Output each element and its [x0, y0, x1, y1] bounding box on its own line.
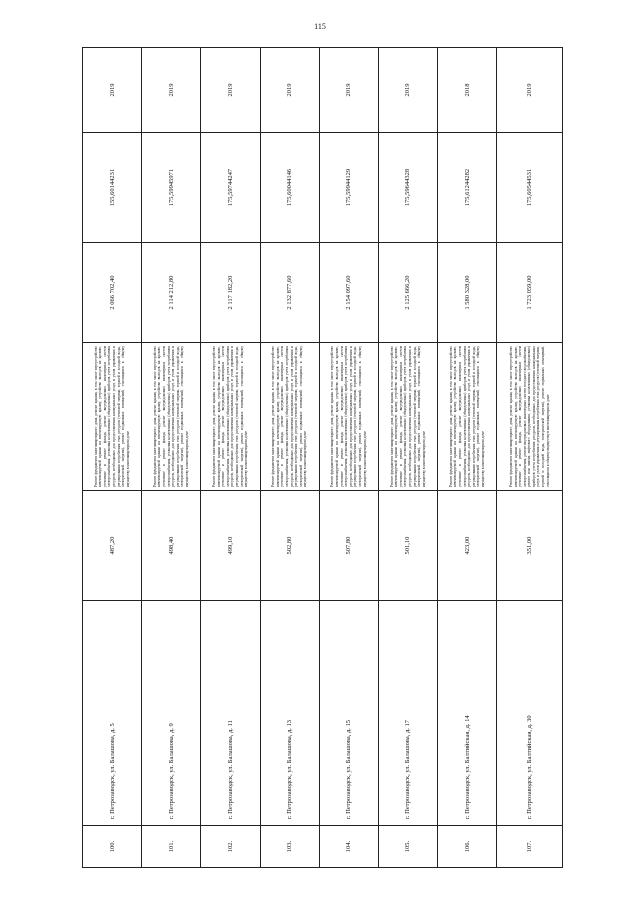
works-description-cell: Ремонт фундамента многоквартирного дома, ремонт крыши, в том числе переустройство невентилируемой крыши на вентилируемую крышу, устройство выходов на кровлю, утепление и ремонт фасада, ремонт внутридомовых инженерных систем электроснабжения, установка коллективных (общедомовых) приборов учета потребления ресурсов, необходимых для предоставления коммунальных услуг, и узлов управления и регулирования потребления этих ресурсов (тепловой энергии, горячей и холодной воды, электрической энергии), ремонт подвальных помещений, относящихся к общему имуществу в многоквартирном доме: [83, 343, 142, 491]
table-row: [438, 48, 497, 868]
year-cell: 2019: [83, 48, 142, 133]
table-row: [83, 48, 142, 868]
table-row: [201, 48, 260, 868]
year-cell: 2019: [142, 48, 201, 133]
address-cell: г. Петрозаводск, ул. Балашова, д. 13: [260, 601, 319, 826]
table-body: [83, 48, 563, 868]
table-row: [142, 48, 201, 868]
area-cell: 502,80: [260, 491, 319, 601]
works-description-cell: Ремонт фундамента многоквартирного дома, ремонт крыши, в том числе переустройство невентилируемой крыши на вентилируемую крышу, устройство выходов на кровлю, утепление и ремонт фасада, ремонт внутридомовых инженерных систем электроснабжения, ремонт внутридомовых инженерных систем холодного водоснабжения, ремонт или замена лифтового оборудования, установка коллективных (общедомовых) приборов учета потребления ресурсов, необходимых для предоставления коммунальных услуг, и узлов управления и регулирования потребления этих ресурсов (тепловой энергии, горячей и холодной воды, электрической энергии), ремонт подвальных помещений, относящихся к общему имуществу в многоквартирном доме: [497, 343, 563, 491]
year-cell: 2019: [201, 48, 260, 133]
cost-cell: 1 723 059,00: [497, 243, 563, 343]
cost-cell: 2 117 182,20: [201, 243, 260, 343]
year-cell: 2019: [497, 48, 563, 133]
rotated-table-frame: [82, 48, 563, 868]
table-row: [319, 48, 378, 868]
row-number: 100.: [83, 826, 142, 868]
works-description-cell: Ремонт фундамента многоквартирного дома, ремонт крыши, в том числе переустройство невентилируемой крыши на вентилируемую крышу, устройство выходов на кровлю, утепление и ремонт фасада, ремонт внутридомовых инженерных систем электроснабжения, установка коллективных (общедомовых) приборов учета потребления ресурсов, необходимых для предоставления коммунальных услуг, и узлов управления и регулирования потребления этих ресурсов (тепловой энергии, горячей и холодной воды, электрической энергии), ремонт подвальных помещений, относящихся к общему имуществу в многоквартирном доме: [260, 343, 319, 491]
table-row: [378, 48, 437, 868]
address-cell: г. Петрозаводск, ул. Балашова, д. 9: [142, 601, 201, 826]
cost-cell: 1 580 328,00: [438, 243, 497, 343]
register-table: [82, 47, 563, 868]
cost-cell: 2 066 702,40: [83, 243, 142, 343]
cost-cell: 2 132 877,60: [260, 243, 319, 343]
area-cell: 507,80: [319, 491, 378, 601]
address-cell: г. Петрозаводск, ул. Балтийская, д. 30: [497, 601, 563, 826]
row-number: 107.: [497, 826, 563, 868]
works-description-cell: Ремонт фундамента многоквартирного дома, ремонт крыши, в том числе переустройство невентилируемой крыши на вентилируемую крышу, устройство выходов на кровлю, утепление и ремонт фасада, ремонт внутридомовых инженерных систем электроснабжения, установка коллективных (общедомовых) приборов учета потребления ресурсов, необходимых для предоставления коммунальных услуг, и узлов управления и регулирования потребления этих ресурсов (тепловой энергии, горячей и холодной воды, электрической энергии), ремонт подвальных помещений, относящихся к общему имуществу в многоквартирном доме: [142, 343, 201, 491]
row-number: 104.: [319, 826, 378, 868]
year-cell: 2018: [438, 48, 497, 133]
year-cell: 2019: [378, 48, 437, 133]
address-cell: г. Петрозаводск, ул. Балашова, д. 15: [319, 601, 378, 826]
unit-cost-cell: 175,60044146: [260, 133, 319, 243]
works-description-cell: Ремонт фундамента многоквартирного дома, ремонт крыши, в том числе переустройство невентилируемой крыши на вентилируемую крышу, устройство выходов на кровлю, утепление и ремонт фасада, ремонт внутридомовых инженерных систем электроснабжения, установка коллективных (общедомовых) приборов учета потребления ресурсов, необходимых для предоставления коммунальных услуг, и узлов управления и регулирования потребления этих ресурсов (тепловой энергии, горячей и холодной воды, электрической энергии), ремонт подвальных помещений, относящихся к общему имуществу в многоквартирном доме: [438, 343, 497, 491]
address-cell: г. Петрозаводск, ул. Балашова, д. 17: [378, 601, 437, 826]
address-cell: г. Петрозаводск, ул. Балашова, д. 11: [201, 601, 260, 826]
works-description-cell: Ремонт фундамента многоквартирного дома, ремонт крыши, в том числе переустройство невентилируемой крыши на вентилируемую крышу, устройство выходов на кровлю, утепление и ремонт фасада, ремонт внутридомовых инженерных систем электроснабжения, установка коллективных (общедомовых) приборов учета потребления ресурсов, необходимых для предоставления коммунальных услуг, и узлов управления и регулирования потребления этих ресурсов (тепловой энергии, горячей и холодной воды, электрической энергии), ремонт подвальных помещений, относящихся к общему имуществу в многоквартирном доме: [378, 343, 437, 491]
area-cell: 487,20: [83, 491, 142, 601]
area-cell: 501,10: [378, 491, 437, 601]
table-row: [497, 48, 563, 868]
cost-cell: 2 114 212,80: [142, 243, 201, 343]
address-cell: г. Петрозаводск, ул. Балашова, д. 5: [83, 601, 142, 826]
table-row: [260, 48, 319, 868]
area-cell: 351,00: [497, 491, 563, 601]
area-cell: 423,00: [438, 491, 497, 601]
register-table-container: [82, 48, 563, 868]
row-number: 102.: [201, 826, 260, 868]
works-description-cell: Ремонт фундамента многоквартирного дома, ремонт крыши, в том числе переустройство невентилируемой крыши на вентилируемую крышу, устройство выходов на кровлю, утепление и ремонт фасада, ремонт внутридомовых инженерных систем электроснабжения, установка коллективных (общедомовых) приборов учета потребления ресурсов, необходимых для предоставления коммунальных услуг, и узлов управления и регулирования потребления этих ресурсов (тепловой энергии, горячей и холодной воды, электрической энергии), ремонт подвальных помещений, относящихся к общему имуществу в многоквартирном доме: [319, 343, 378, 491]
year-cell: 2019: [260, 48, 319, 133]
unit-cost-cell: 175,61244282: [438, 133, 497, 243]
cost-cell: 2 125 666,20: [378, 243, 437, 343]
unit-cost-cell: 175,59944129: [319, 133, 378, 243]
area-cell: 498,40: [142, 491, 201, 601]
works-description-cell: Ремонт фундамента многоквартирного дома, ремонт крыши, в том числе переустройство невентилируемой крыши на вентилируемую крышу, устройство выходов на кровлю, утепление и ремонт фасада, ремонт внутридомовых инженерных систем электроснабжения, установка коллективных (общедомовых) приборов учета потребления ресурсов, необходимых для предоставления коммунальных услуг, и узлов управления и регулирования потребления этих ресурсов (тепловой энергии, горячей и холодной воды, электрической энергии), ремонт подвальных помещений, относящихся к общему имуществу в многоквартирном доме: [201, 343, 260, 491]
row-number: 103.: [260, 826, 319, 868]
cost-cell: 2 154 097,60: [319, 243, 378, 343]
unit-cost-cell: 175,60544531: [497, 133, 563, 243]
unit-cost-cell: 175,59744247: [201, 133, 260, 243]
unit-cost-cell: 155,60144231: [83, 133, 142, 243]
page-number: 115: [314, 22, 326, 31]
unit-cost-cell: 175,59945971: [142, 133, 201, 243]
row-number: 105.: [378, 826, 437, 868]
area-cell: 499,10: [201, 491, 260, 601]
year-cell: 2019: [319, 48, 378, 133]
row-number: 101.: [142, 826, 201, 868]
row-number: 106.: [438, 826, 497, 868]
unit-cost-cell: 175,59644328: [378, 133, 437, 243]
address-cell: г. Петрозаводск, ул. Балтийская, д. 14: [438, 601, 497, 826]
